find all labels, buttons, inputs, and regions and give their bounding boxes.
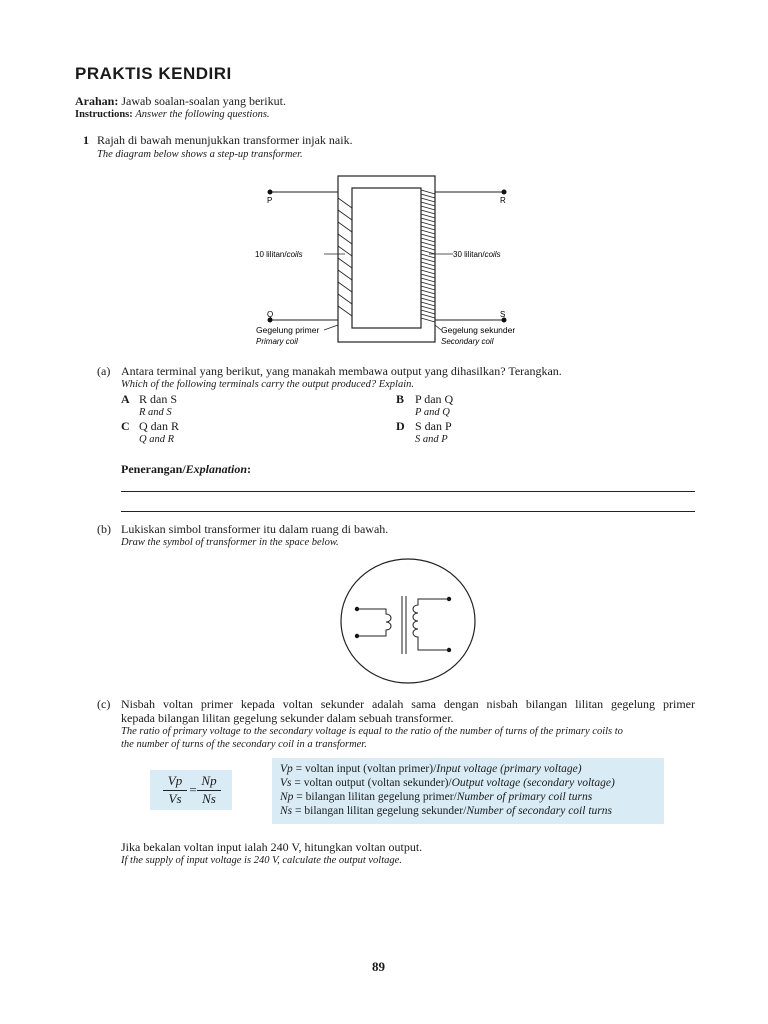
part-c-text-ms-2: kepada bilangan lilitan gegelung sekunder dalam sebuah transformer. [121,711,454,725]
part-c-text-ms-1: Nisbah voltan primer kepada voltan sekunder adalah sama dengan nisbah bilangan lilitan gegelung primer [121,697,695,711]
primary-winding [338,198,352,316]
formula-box [150,770,232,810]
definition-vp: Vp = voltan input (voltan primer)/Input voltage (primary voltage) [280,763,582,775]
primary-turns-label: 10 lilitan/coils [255,250,303,259]
option-d-letter: D [396,419,405,433]
part-c-question-en: If the supply of input voltage is 240 V, calculate the output voltage. [121,855,402,866]
answer-line-2[interactable] [121,511,695,512]
drawing-circle [341,559,475,683]
part-b-text-en: Draw the symbol of transformer in the space below. [121,537,339,548]
instructions-label-en: Instructions: [75,109,133,120]
definitions-box [272,758,664,824]
terminal-r-label: R [500,196,506,205]
secondary-turns-label: 30 lilitan/coils [453,250,501,259]
option-b-ms: P dan Q [415,392,454,406]
terminal-r-dot [502,190,507,195]
formula-np: Np [201,773,217,788]
definition-ns: Ns = bilangan lilitan gegelung sekunder/Number of secondary coil turns [280,805,612,817]
formula-vs: Vs [168,791,182,806]
transformer-symbol-drawing-area[interactable] [338,556,478,686]
option-d-ms: S dan P [415,419,452,433]
option-c-letter: C [121,419,130,433]
terminal-p-label: P [267,196,273,205]
definition-vs: Vs = voltan output (voltan sekunder)/Output voltage (secondary voltage) [280,777,615,789]
instructions-en [75,108,270,121]
option-c-en: Q and R [139,434,174,445]
secondary-coil-label-ms: Gegelung sekunder [441,325,516,335]
primary-coil-label-ms: Gegelung primer [256,325,320,335]
formula-ns: Ns [202,791,216,806]
transformer-symbol [355,596,451,654]
instructions-ms [75,94,286,108]
question-number: 1 [83,133,89,147]
question1-text-ms: Rajah di bawah menunjukkan transformer injak naik. [97,133,353,147]
page-title: PRAKTIS KENDIRI [75,64,232,83]
option-b-en: P and Q [415,407,450,418]
terminal-p-dot [268,190,273,195]
formula-equals: = [189,782,197,797]
formula-vp: Vp [167,773,183,788]
explanation-label-en: Explanation [185,462,248,476]
terminal-q-label: Q [267,310,274,319]
part-c-label: (c) [97,697,111,711]
answer-line-1[interactable] [121,491,695,492]
explanation-colon: : [247,462,252,476]
part-c-text-en-2: the number of turns of the secondary coil in a transformer. [121,739,367,750]
instructions-text-en: Answer the following questions. [135,109,270,120]
part-b-label: (b) [97,522,111,536]
instructions-label-ms: Arahan: [75,94,119,108]
part-a-text-ms: Antara terminal yang berikut, yang manakah membawa output yang dihasilkan? Terangkan. [121,364,562,378]
option-d-en: S and P [415,434,448,445]
definition-np: Np = bilangan lilitan gegelung primer/Number of primary coil turns [280,791,593,803]
explanation-label-ms: Penerangan/ [121,462,186,476]
option-a-en: R and S [139,407,172,418]
part-c-text-en-1: The ratio of primary voltage to the secondary voltage is equal to the ratio of the number of turns of the primary coils to [121,726,623,737]
part-a-text-en: Which of the following terminals carry the output produced? Explain. [121,379,414,390]
option-b-letter: B [396,392,405,406]
step-up-transformer-diagram [240,170,540,355]
part-b-text-ms: Lukiskan simbol transformer itu dalam ruang di bawah. [121,522,389,536]
transformer-core [338,176,435,342]
question1-text-en: The diagram below shows a step-up transformer. [97,149,303,160]
part-c-question-ms: Jika bekalan voltan input ialah 240 V, hitungkan voltan output. [121,840,423,854]
primary-coil-label-en: Primary coil [256,337,298,346]
primary-coil-pointer [324,325,338,330]
option-c-ms: Q dan R [139,419,179,433]
page-number: 89 [372,959,385,974]
option-a-ms: R dan S [139,392,178,406]
secondary-coil-label-en: Secondary coil [441,337,494,346]
terminal-s-label: S [500,310,506,319]
explanation-label [121,462,251,476]
part-a-label: (a) [97,364,111,378]
instructions-text-ms: Jawab soalan-soalan yang berikut. [121,94,286,108]
option-a-letter: A [121,392,130,406]
secondary-winding [421,190,435,322]
